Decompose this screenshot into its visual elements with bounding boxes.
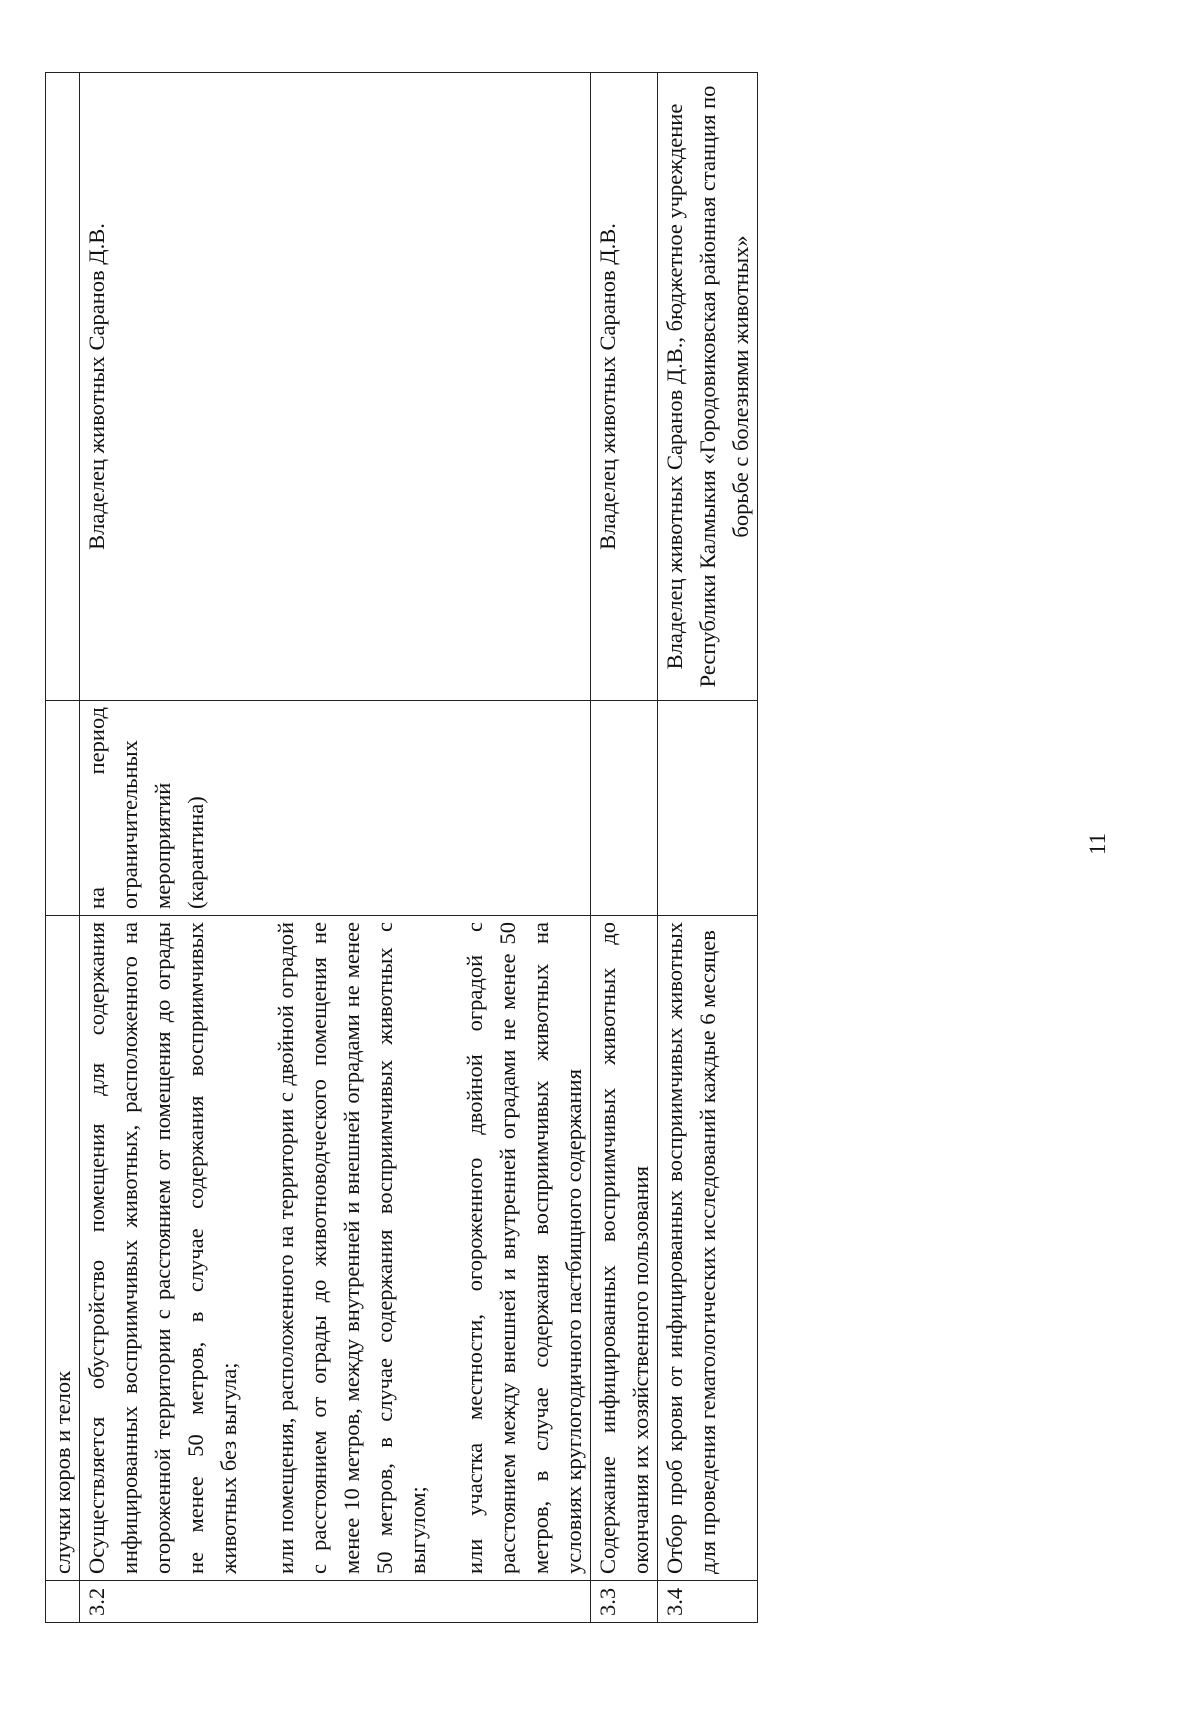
responsible-cell: Владелец животных Саранов Д.В. [80, 73, 591, 701]
action-cell [591, 916, 658, 1581]
num-cell: 3.3 [591, 1581, 658, 1623]
term-cell [46, 701, 80, 916]
action-paragraph: Содержание инфицированных восприимчивых животных до окончания их хозяйственного пользования [595, 922, 653, 1574]
action-paragraph: Отбор проб крови от инфицированных восприимчивых животных для проведения гематологических исследований каждые 6 месяцев [662, 922, 720, 1574]
page-number: 11 [1085, 832, 1110, 855]
table-row-continuation [46, 73, 80, 1623]
responsible-cell [46, 73, 80, 701]
num-cell: 3.4 [658, 1581, 758, 1623]
term-cell [658, 701, 758, 916]
action-paragraph: Осуществляется обустройство помещения для содержания инфицированных восприимчивых животных, расположенного на огороженной территории с расстоянием от помещения до ограды не менее 50 метров, в случае содержания восприимчивых животных без выгула; [84, 922, 241, 1574]
action-paragraph: или участка местности, огороженного двойной оградой с расстоянием между внешней и внутренней оградами не менее 50 метров, в случае содержания восприимчивых животных на условиях круглогодичного пастбищного содержания [462, 922, 586, 1574]
table-row [658, 73, 758, 1623]
action-cell [80, 916, 591, 1581]
term-cell: на период ограничительных мероприятий (карантина) [80, 701, 591, 916]
term-cell [591, 701, 658, 916]
continuation-cell: случки коров и телок [46, 916, 80, 1581]
table-row [591, 73, 658, 1623]
action-cell [658, 916, 758, 1581]
table-row [80, 73, 591, 1623]
measures-table [45, 72, 758, 1623]
action-paragraph: или помещения, расположенного на территории с двойной оградой с расстоянием от ограды до животноводческого помещения не менее 10 метров, между внутренней и внешней оградами не менее 50 метров, в случае содержания восприимчивых животных с выгулом; [273, 922, 430, 1574]
num-cell [46, 1581, 80, 1623]
responsible-cell: Владелец животных Саранов Д.В., бюджетное учреждение Республики Калмыкия «Городовиковская районная станция по борьбе с болезнями животных» [658, 73, 758, 701]
responsible-cell: Владелец животных Саранов Д.В. [591, 73, 658, 701]
num-cell: 3.2 [80, 1581, 591, 1623]
